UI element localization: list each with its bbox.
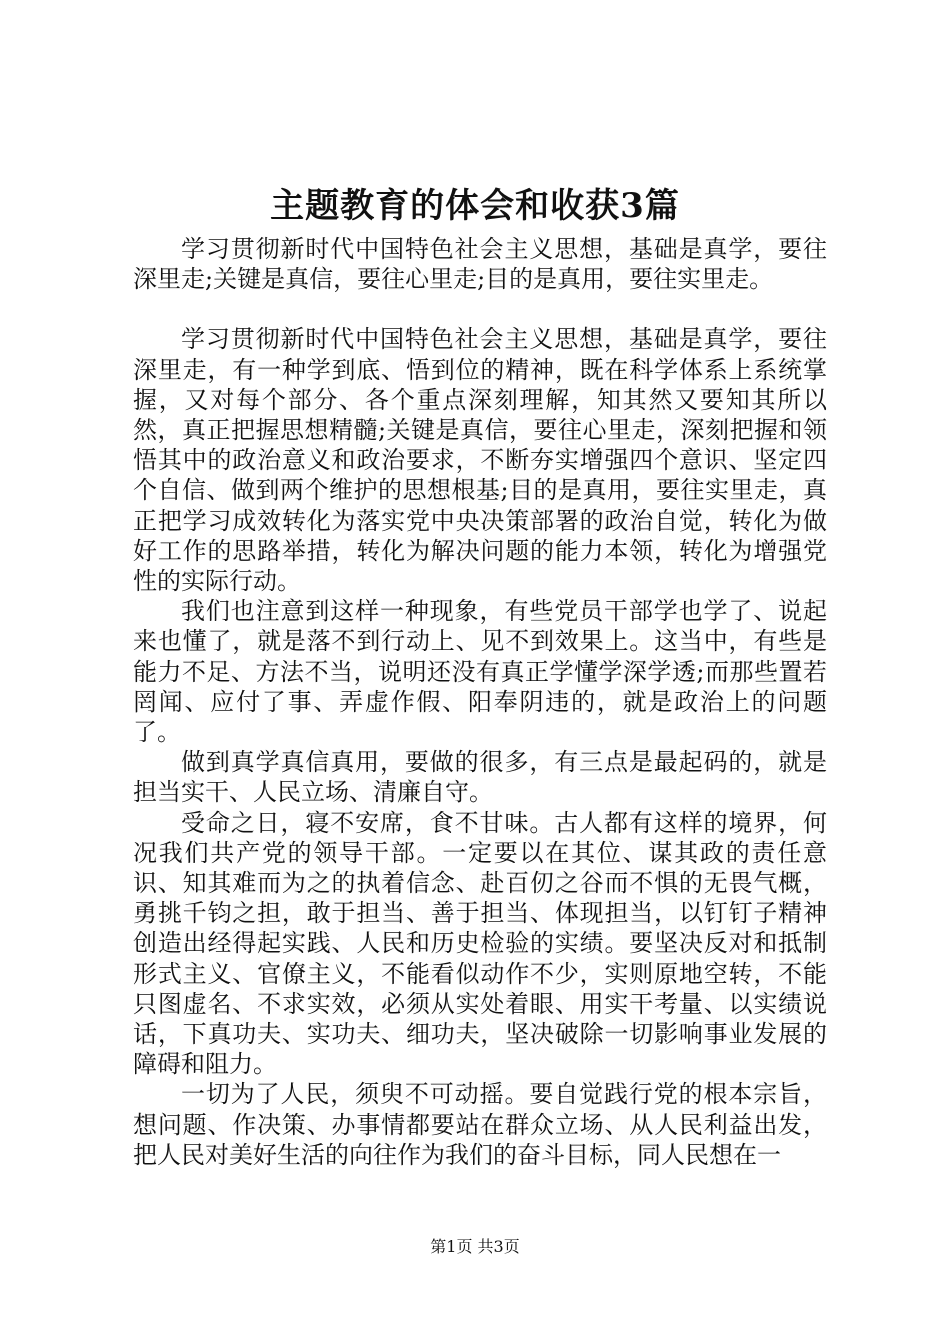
page-number-footer: 第1页 共3页 — [430, 1237, 520, 1256]
document-title: 主题教育的体会和收获3篇 — [270, 186, 680, 226]
paragraph-2: 学习贯彻新时代中国特色社会主义思想，基础是真学，要往深里走，有一种学到底、悟到位的精神，既在科学体系上系统掌握，又对每个部分、各个重点深刻理解，知其然又要知其所以然，真正把握思想精髓;关键是真信，要往心里走，深刻把握和领悟其中的政治意义和政治要求，不断夯实增强四个意识、坚定四个自信、做到两个维护的思想根基;目的是真用，要往实里走，真正把学习成效转化为落实党中央决策部署的政治自觉，转化为做好工作的思路举措，转化为解决问题的能力本领，转化为增强党性的实际行动。 — [133, 325, 827, 596]
paragraph-4: 做到真学真信真用，要做的很多，有三点是最起码的，就是担当实干、人民立场、清廉自守。 — [133, 748, 827, 807]
paragraph-3: 我们也注意到这样一种现象，有些党员干部学也学了、说起来也懂了，就是落不到行动上、见不到效果上。这当中，有些是能力不足、方法不当，说明还没有真正学懂学深学透;而那些置若罔闻、应付了事、弄虚作假、阳奉阴违的，就是政治上的问题了。 — [133, 597, 827, 747]
paragraph-1: 学习贯彻新时代中国特色社会主义思想，基础是真学，要往深里走;关键是真信，要往心里走;目的是真用，要往实里走。 — [133, 235, 827, 294]
paragraph-5: 受命之日，寝不安席，食不甘味。古人都有这样的境界，何况我们共产党的领导干部。一定要以在其位、谋其政的责任意识、知其难而为之的执着信念、赴百仞之谷而不惧的无畏气概，勇挑千钧之担，敢于担当、善于担当、体现担当，以钉钉子精神创造出经得起实践、人民和历史检验的实绩。要坚决反对和抵制形式主义、官僚主义，不能看似动作不少，实则原地空转，不能只图虚名、不求实效，必须从实处着眼、用实干考量、以实绩说话，下真功夫、实功夫、细功夫，坚决破除一切影响事业发展的障碍和阻力。 — [133, 808, 827, 1079]
paragraph-6: 一切为了人民，须臾不可动摇。要自觉践行党的根本宗旨，想问题、作决策、办事情都要站在群众立场、从人民利益出发，把人民对美好生活的向往作为我们的奋斗目标，同人民想在一 — [133, 1080, 827, 1169]
document-body — [133, 234, 827, 1170]
